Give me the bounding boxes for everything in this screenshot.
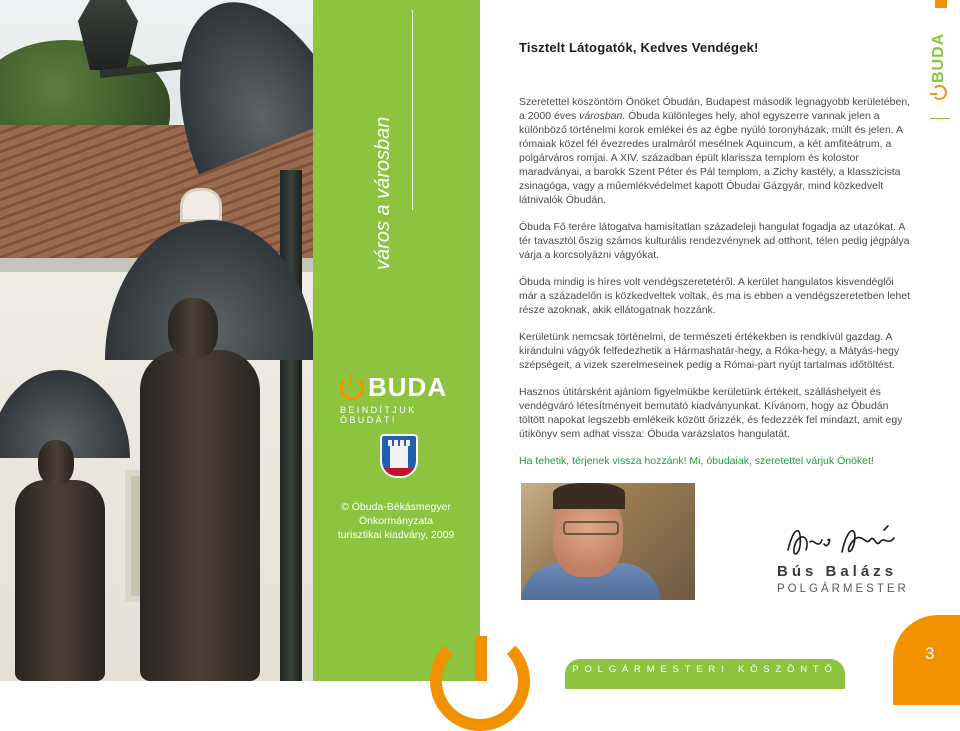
paragraph-main-square: Óbuda Fő terére látogatva hamisítatlan századeleji hangulat fogadja az utazókat. A tér tavasztól őszig számos kulturális rendezvénynek ad otthont, télen pedig jégpálya várja a korcsolyázni vágyókat. (519, 221, 910, 261)
paragraph-intro-emphasis: városban. (579, 110, 626, 122)
page-number: 3 (925, 644, 935, 663)
rail-power-icon (932, 85, 947, 100)
power-bar-decoration (475, 636, 487, 681)
statue-small-head (38, 440, 74, 486)
credit-line-1: © Óbuda-Békásmegyer (341, 501, 451, 513)
photo-dormer (180, 188, 222, 222)
signatory-name: Bús Balázs (777, 563, 898, 580)
paragraph-intro (519, 95, 911, 207)
main-letter (519, 40, 911, 481)
green-sidebar (313, 0, 480, 681)
paragraph-hospitality: Óbuda mindig is híres volt vendégszeretetéről. A kerület hangulatos kisvendéglői már a századelőn is közkedveltek voltak, és ma is ebben a vendégszeretetben lehet része azoknak, akik ellátogatnak hozzánk. (519, 276, 911, 316)
paragraph-intro-part-a: Szeretettel köszöntöm Önöket Óbudán, Budapest második legnagyobb kerületében, a 2000 éves (519, 96, 911, 122)
portrait-hair (553, 483, 625, 509)
paragraph-nature: Kerületünk nemcsak történelmi, de természeti értékekben is rendkívül gazdag. A kirándulni vágyók felfedezhetik a Hármashatár-hegy, a Róka-hegy, a Mátyás-hegy szépségeit, a vizek szerelmeseinek pedig a Római-part nyújt tartalmas időtöltést. (519, 331, 900, 371)
crest-tower (390, 446, 408, 468)
page-title: Tisztelt Látogatók, Kedves Vendégek! (519, 40, 759, 55)
paragraph-closing: Ha tehetik, térjenek vissza hozzánk! Mi, óbudaiak, szeretettel várjuk Önöket! (519, 455, 874, 467)
crest-band (382, 468, 416, 476)
mayor-portrait (521, 483, 695, 600)
paragraph-intro-part-b: Óbuda különleges hely, ahol egyszerre vannak jelen a különböző történelmi korok emlékei és az égbe nyúló toronyházak, múlt és jelen. A rómaiak közel fél évezredes uralmáról mesélnek Aquincum, a két amfiteátrum, a polgárváros romjai. A XIV. században épült klarissza templom és kolostor maradványai, a barokk Szent Péter és Pál templom, a Zichy kastély, a klasszicista zsinagóga, vagy a műemlékvédelmet kapott Óbudai Gázgyár, mind közkedvelt látnivalók Óbudán. (519, 110, 903, 206)
power-icon (340, 376, 364, 400)
footer-section-title: POLGÁRMESTERI KÖSZÖNTŐ (572, 664, 838, 675)
obuda-logo (340, 372, 460, 425)
sidebar-slogan: város a városban (372, 116, 394, 270)
portrait-glasses (563, 521, 619, 535)
publication-credit (326, 500, 466, 542)
logo-tagline: BEINDÍTJUK ÓBUDÁT! (340, 405, 417, 425)
credit-line-3: turisztikai kiadvány, 2009 (337, 529, 455, 541)
corner-accent (935, 0, 947, 8)
credit-line-2: Önkormányzata (358, 515, 434, 527)
statue-woman-body (140, 350, 260, 681)
rail-logo (930, 33, 948, 100)
paragraph-recommendation: Hasznos útitársként ajánlom figyelmükbe kerületünk értékeit, szálláshelyeit és vendégváró létesítményeit bemutató kiadványunkat. Kívánom, hogy az Óbudán töltött napokat legszebb emlékeik között őrizzék, és fedezzék fel mindazt, amit egy útikönyv sem adhat vissza: Óbuda varázslatos hangulatát. (519, 386, 903, 440)
handwritten-signature (784, 520, 904, 562)
lamp-post (280, 170, 302, 681)
signatory-role: POLGÁRMESTER (777, 583, 909, 595)
sidebar-divider-line (412, 10, 413, 210)
logo-text: BUDA (368, 372, 448, 402)
rail-divider (930, 118, 950, 119)
cover-photo-umbrella-statues (0, 0, 313, 681)
statue-woman-head (168, 298, 218, 358)
coat-of-arms-icon (380, 434, 418, 478)
rail-logo-text: BUDA (930, 32, 947, 83)
obuda-logo-mark (340, 372, 460, 403)
statue-small-body (15, 480, 105, 681)
